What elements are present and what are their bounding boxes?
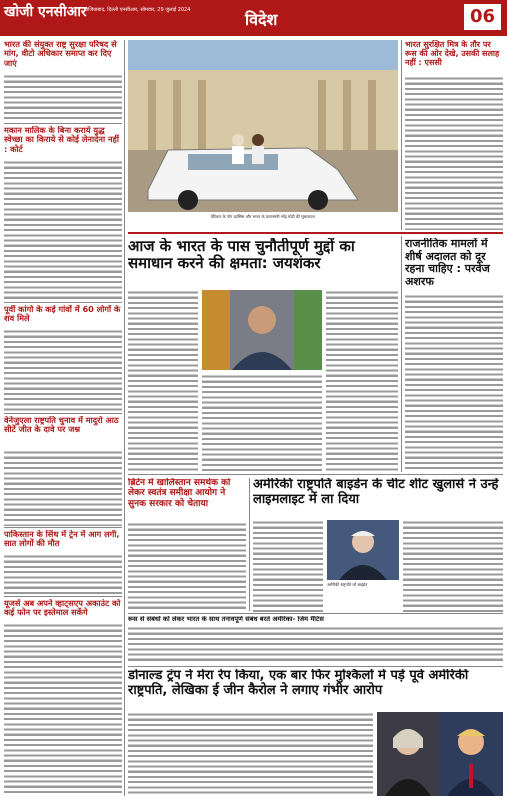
article-pakistan-train [4, 530, 122, 595]
main-story-body [128, 290, 398, 472]
headline: पाकिस्तान के सिंध में ट्रेन में आग लगी, सात लोगों की मौत [4, 530, 120, 549]
headline: भारत सुरक्षित मित्र के तौर पर रूस की ओर देखे, उसकी सलाह नहीं : एससी [405, 40, 500, 68]
headline: मकान मालिक के बिना कराये युद्ध स्वेच्छा का किराये से कोई लेनादेना नहीं : कोर्ट [4, 126, 119, 154]
article-britain-khalistan [128, 478, 246, 611]
article-un-security [4, 40, 122, 122]
headline: रूस से संबंधों को लेकर भारत के साथ तनावपूर्ण संबंध बरते अमेरिका- जिम मैटिस [128, 616, 324, 623]
article-landlord-court [4, 126, 122, 301]
headline: भारत की संयुक्त राष्ट्र सुरक्षा परिषद से मांग, वीटो अधिकार समाप्त कर दिए जाएं [4, 40, 117, 68]
photo-biden [327, 520, 399, 580]
jaishankar-portrait-image [202, 290, 322, 370]
masthead [0, 0, 507, 36]
biden-portrait-image [327, 520, 399, 580]
bottom-headline: डोनाल्ड ट्रंप ने मेरा रेप किया, एक बार फिर मुश्किलों में पड़े पूर्व अमेरिकी राष्ट्रपति, लेखिका ई जीन कैरोल ने लगाए गंभीर आरोप [128, 669, 469, 698]
article-russia-friend [405, 40, 503, 230]
vatican-scene-image [128, 40, 398, 212]
photo-carroll-trump [377, 712, 503, 796]
bottom-story-body [128, 712, 503, 796]
headline: ब्रिटेन में खालिस्तान समर्थक को लेकर स्वतंत्र समीक्षा आयोग ने सुनक सरकार को चेताया [128, 478, 231, 509]
headline: पूर्वी कांगो के कई गांवों में 60 लोगों के शव मिले [4, 305, 121, 324]
main-headline: आज के भारत के पास चुनौतीपूर्ण मुद्दों का समाधान करने की क्षमता: जयशंकर [128, 238, 355, 273]
photo-jaishankar [202, 290, 322, 370]
newspaper-logo: खोजी एनसीआर [4, 4, 87, 20]
carroll-trump-image [377, 712, 503, 796]
article-whatsapp [4, 599, 122, 796]
page-number: 06 [464, 4, 501, 30]
us-story-body [253, 520, 503, 612]
article-jim-mattis [128, 616, 503, 664]
headline: यूजर्स अब अपने व्हाट्सएप अकाउंट को कई फोन पर इस्तेमाल सकेंगे [4, 599, 121, 618]
us-headline: अमेरिकी राष्ट्रपति बाइडेन के चीट शीट खुलासे ने उन्हें लाइमलाइट में ला दिया [253, 478, 499, 507]
bottom-story-headline-block [128, 669, 503, 709]
photo-caption: वेटिकन के पोप फ्रांसिस और भारत के प्रधानमंत्री नरेंद्र मोदी की मुलाकात। [210, 214, 316, 219]
article-pervez-ashraf [405, 238, 503, 472]
main-story-headline-block [128, 238, 393, 288]
article-venezuela [4, 416, 122, 526]
section-title: विदेश [245, 10, 278, 29]
biden-caption: अमेरिकी राष्ट्रपति जो बाइडेन [327, 582, 368, 587]
dateline: गाजियाबाद, दिल्ली एनसीआर, सोमवार, 29 जुलाई 2024 [84, 7, 191, 13]
article-congo [4, 305, 122, 412]
headline: वेनेजुएला राष्ट्रपति चुनाव में मादुरो आठ सीटें जीत के दावे पर जश्न [4, 416, 119, 435]
headline: राजनीतिक मामलों में शीर्ष अदालत को दूर रहना चाहिए : परवेज अशरफ [405, 238, 490, 288]
photo-vatican-meeting [128, 40, 398, 212]
us-story-headline-block [253, 478, 503, 518]
